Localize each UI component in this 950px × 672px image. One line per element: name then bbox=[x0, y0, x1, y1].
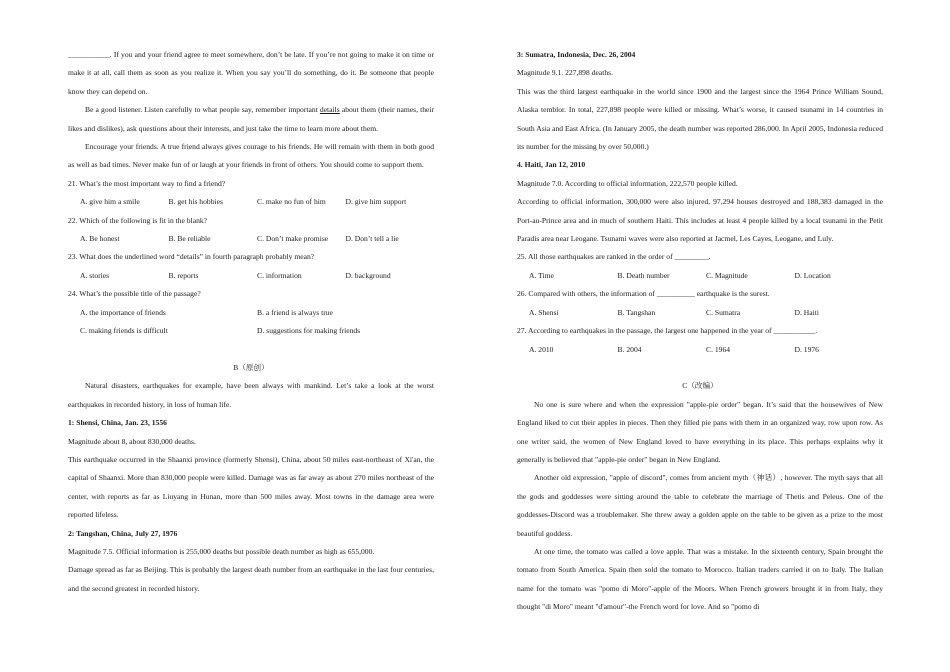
earthquake-2-text: Damage spread as far as Beijing. This is probably the largest death number from an earthquake in the last four centuries, and the second greatest in recorded history. bbox=[68, 565, 434, 593]
q27-option-d: D. 1976 bbox=[794, 344, 819, 354]
question-21: 21. What’s the most important way to find a friend? bbox=[68, 178, 226, 188]
q23-option-d: D. background bbox=[345, 270, 391, 280]
q26-option-c: C. Sumatra bbox=[706, 307, 741, 317]
q23-option-a: A. stories bbox=[80, 270, 110, 280]
question-24-options-row2 bbox=[68, 322, 434, 340]
q22-option-d: D. Don’t tell a lie bbox=[345, 234, 399, 244]
earthquake-3-text: This was the third largest earthquake in the world since 1900 and the largest since the 1964 Prince William Sound, Alaska temblor. In total, 227,898 people were killed or missing. What’s worse, it caused tsunami in 14 countries in South Asia and East Africa. (In January 2005, the death number was reported 286,000. In April 2005, Indonesia reduced its number for the missing by over 50,000.) bbox=[517, 86, 883, 152]
paragraph-reliability: ___________. If you and your friend agree to meet somewhere, don’t be late. If you’re not going to make it on time or make it at all, call them as soon as you realize it. When you say you’ll do something, do it. Be someone that people know they can depend on. bbox=[68, 50, 434, 96]
earthquake-1-text: This earthquake occurred in the Shaanxi province (formerly Shensi), China, about 50 miles east-northeast of Xi'an, the capital of Shaanxi. More than 830,000 people were killed. Damage was as far away as about 270 miles northeast of the center, with reports as far as Liuyang in Hunan, more than 500 miles away. Most towns in the damage area were reported lifeless. bbox=[68, 454, 434, 520]
earthquake-1-heading: 1: Shensi, China, Jan. 23, 1556 bbox=[68, 418, 167, 428]
q22-option-c: C. Don’t make promise bbox=[257, 234, 329, 244]
right-column bbox=[517, 46, 883, 617]
section-c-paragraph-2: Another old expression, "apple of discord", comes from ancient myth（神话）, however. The myth says that all the gods and goddesses were sitting around the table to celebrate the marriage of Thetis and Peleus. One of the goddesses-Discord was a troublemaker. She threw away a golden apple on the table to be given as a prize to the most beautiful goddess. bbox=[517, 473, 883, 538]
earthquake-3-magnitude: Magnitude 9.1. 227,898 deaths. bbox=[517, 68, 613, 78]
paragraph-encourage: Encourage your friends. A true friend always gives courage to his friends. He will remain with them in both good as well as bad times. Never make fun of or laugh at your friends in front of others. You should come to support them. bbox=[68, 142, 434, 170]
question-24: 24. What’s the possible title of the passage? bbox=[68, 289, 201, 299]
q21-option-b: B. get his hobbies bbox=[168, 197, 223, 207]
question-26-options bbox=[517, 304, 883, 322]
question-27: 27. According to earthquakes in the passage, the largest one happened in the year of ___________. bbox=[517, 326, 818, 336]
q23-option-c: C. information bbox=[257, 270, 302, 280]
q25-option-c: C. Magnitude bbox=[706, 270, 748, 280]
question-26: 26. Compared with others, the information of __________ earthquake is the surest. bbox=[517, 289, 770, 299]
q21-option-d: D. give him support bbox=[345, 197, 407, 207]
q24-option-c: C. making friends is difficult bbox=[80, 326, 168, 336]
earthquake-4-heading: 4. Haiti, Jan 12, 2010 bbox=[517, 160, 586, 170]
underlined-word-details: details bbox=[319, 105, 340, 115]
paragraph-listener bbox=[68, 101, 434, 138]
q27-option-c: C. 1964 bbox=[706, 344, 731, 354]
q26-option-d: D. Haiti bbox=[794, 307, 819, 317]
question-23: 23. What does the underlined word “details” in fourth paragraph probably mean? bbox=[68, 252, 315, 262]
q21-option-a: A. give him a smile bbox=[80, 197, 140, 207]
question-24-options-row1 bbox=[68, 304, 434, 322]
q25-option-d: D. Location bbox=[794, 270, 831, 280]
question-27-options bbox=[517, 341, 883, 359]
question-25-options bbox=[517, 267, 883, 285]
section-b-title: B（原创） bbox=[233, 362, 269, 372]
question-22-options bbox=[68, 230, 434, 248]
earthquake-3-heading: 3: Sumatra, Indonesia, Dec. 26, 2004 bbox=[517, 50, 636, 59]
q24-option-d: D. suggestions for making friends bbox=[257, 326, 361, 336]
section-c-paragraph-1: No one is sure where and when the expression "apple-pie order" began. It’s said that the housewives of New England liked to cut their apples in pieces. Then they filled pie pans with them in an organized way, row upon row. As one writer said, the women of New England loved to have everything in its place. This perhaps explains why it generally is believed that "apple-pie order" began in New England. bbox=[517, 399, 883, 464]
q26-option-b: B. Tangshan bbox=[617, 307, 656, 317]
earthquake-4-text: According to official information, 300,000 were also injured, 97,294 houses destroyed and 188,383 damaged in the Port-au-Prince area and in much of southern Haiti. This includes at least 4 people killed by a local tsunami in the Petit Paradis area near Leogane. Tsunami waves were also reported at Jacmel, Les Cayes, Leogane, and Luly. bbox=[517, 197, 883, 244]
q23-option-b: B. reports bbox=[168, 270, 199, 280]
q25-option-a: A. Time bbox=[529, 270, 554, 280]
q27-option-b: B. 2004 bbox=[617, 344, 642, 354]
left-column bbox=[68, 46, 434, 598]
question-25: 25. All those earthquakes are ranked in the order of _________. bbox=[517, 252, 711, 262]
earthquake-4-magnitude: Magnitude 7.0. According to official information, 222,570 people killed. bbox=[517, 178, 738, 188]
question-23-options bbox=[68, 267, 434, 285]
earthquake-2-magnitude: Magnitude 7.5. Official information is 255,000 deaths but possible death number as high as 655,000. bbox=[68, 546, 375, 556]
section-b-intro: Natural disasters, earthquakes for example, have been always with mankind. Let’s take a look at the worst earthquakes in recorded history, in loss of human life. bbox=[68, 381, 434, 409]
q24-option-a: A. the importance of friends bbox=[80, 307, 166, 317]
p2-text-before: Be a good listener. Listen carefully to what people say, remember important bbox=[85, 105, 320, 115]
question-22: 22. Which of the following is fit in the blank? bbox=[68, 215, 208, 225]
q24-option-b: B. a friend is always true bbox=[257, 307, 333, 317]
q27-option-a: A. 2010 bbox=[529, 344, 554, 354]
earthquake-1-magnitude: Magnitude about 8, about 830,000 deaths. bbox=[68, 436, 196, 446]
q22-option-b: B. Be reliable bbox=[168, 234, 211, 244]
q22-option-a: A. Be honest bbox=[80, 234, 120, 244]
q26-option-a: A. Shensi bbox=[529, 307, 559, 317]
q25-option-b: B. Death number bbox=[617, 270, 670, 280]
p2-text-after: about them (their names, their likes and dislikes), ask questions about their interests, and just take the time to learn more about them. bbox=[68, 105, 434, 133]
earthquake-2-heading: 2: Tangshan, China, July 27, 1976 bbox=[68, 528, 178, 538]
q21-option-c: C. make no fun of him bbox=[257, 197, 326, 207]
section-c-paragraph-3: At one time, the tomato was called a love apple. That was a mistake. In the sixteenth century, Spain brought the tomato from South America. Spain then sold the tomato to Morocco. Italian traders carried it on to Italy. The Italian name for the tomato was "pomo di Moro"-apple of the Moors. When French growers brought it in from Italy, they thought "di Moro" meant "d'amour"-the French word for love. And so "pomo di bbox=[517, 546, 883, 612]
section-c-title: C（改编） bbox=[682, 381, 718, 391]
question-21-options bbox=[68, 193, 434, 211]
